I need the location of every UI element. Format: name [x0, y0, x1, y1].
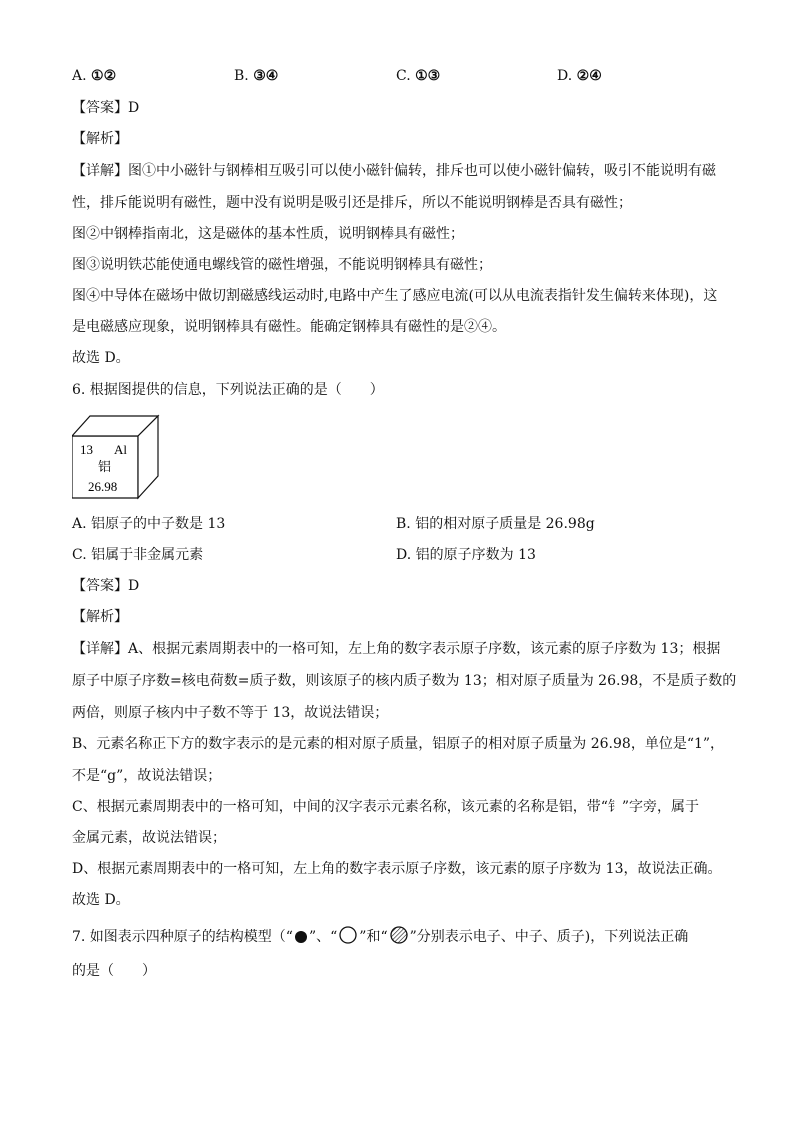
q7-stem-line2: 的是（ ）	[72, 963, 156, 979]
q6-detail-line: 金属元素，故说法错误；	[72, 830, 226, 846]
option-text: 铝原子的中子数是 13	[91, 516, 226, 532]
option-text: ③④	[253, 68, 279, 84]
option-letter: A.	[72, 516, 87, 532]
q7-stem-text: ”、“	[308, 929, 338, 945]
q6-option-a	[72, 514, 225, 534]
option-text: 铝属于非金属元素	[91, 547, 204, 563]
element-card-figure	[72, 414, 162, 502]
q6-detail-line: C、根据元素周期表中的一格可知，中间的汉字表示元素名称，该元素的名称是铝，带“钅”字旁，属于	[72, 799, 700, 815]
q6-option-d	[396, 545, 536, 565]
q5-analysis-label: 【解析】	[72, 131, 128, 147]
option-text: ①②	[91, 68, 117, 84]
q5-detail-line: 性，排斥能说明有磁性，题中没有说明是吸引还是排斥，所以不能说明钢棒是否具有磁性；	[72, 195, 632, 211]
q6-detail-line: D、根据元素周期表中的一格可知，左上角的数字表示原子序数，该元素的原子序数为 13，故说法正确。	[72, 861, 722, 877]
q5-detail-line: 图④中导体在磁场中做切割磁感线运动时,电路中产生了感应电流(可以从电流表指针发生偏转来体现)，这	[72, 288, 718, 304]
q6-detail-line: B、元素名称正下方的数字表示的是元素的相对原子质量，铝原子的相对原子质量为 26.98，单位是“1”，	[72, 736, 725, 752]
q5-option-b	[234, 66, 278, 86]
option-text: 铝的原子序数为 13	[415, 547, 536, 563]
q5-detail-line: 图②中钢棒指南北，这是磁体的基本性质，说明钢棒具有磁性；	[72, 226, 464, 242]
electron-symbol-icon	[294, 930, 308, 944]
option-letter: C.	[396, 68, 411, 84]
option-text: ②④	[576, 68, 602, 84]
q6-analysis-label: 【解析】	[72, 609, 128, 625]
option-letter: B.	[234, 68, 249, 84]
q5-detail-line: 故选 D。	[72, 350, 130, 366]
q6-answer: 【答案】D	[72, 578, 140, 594]
q5-detail-line: 是电磁感应现象，说明钢棒具有磁性。能确定钢棒具有磁性的是②④。	[72, 319, 506, 335]
option-text: ①③	[415, 68, 441, 84]
q6-detail-line: 原子中原子序数=核电荷数=质子数，则该原子的核内质子数为 13；相对原子质量为 26.98，不是质子数的	[72, 673, 737, 689]
q7-stem	[72, 926, 688, 947]
option-letter: B.	[396, 516, 411, 532]
q5-detail-line: 图③说明铁芯能使通电螺线管的磁性增强，不能说明钢棒具有磁性；	[72, 257, 492, 273]
q6-detail-line: 不是“g”，故说法错误；	[72, 768, 222, 784]
q7-stem-text: ”和“	[359, 929, 388, 945]
element-number: 13	[80, 442, 93, 457]
q6-detail-line: 故选 D。	[72, 892, 130, 908]
q5-option-d	[557, 66, 602, 86]
q6-detail-line: 两倍，则原子核内中子数不等于 13，故说法错误；	[72, 705, 389, 721]
element-symbol: Al	[114, 442, 127, 457]
element-name: 铝	[98, 460, 112, 475]
option-text: 铝的相对原子质量是 26.98g	[415, 516, 595, 532]
q5-option-a	[72, 66, 116, 86]
q6-option-b	[396, 514, 595, 534]
q6-detail-line: 【详解】A、根据元素周期表中的一格可知，左上角的数字表示原子序数，该元素的原子序数为 13；根据	[72, 641, 721, 657]
neutron-symbol-icon	[338, 926, 358, 944]
option-letter: D.	[396, 547, 412, 563]
option-letter: D.	[557, 68, 573, 84]
q5-answer: 【答案】D	[72, 100, 140, 116]
q7-stem-text: 7. 如图表示四种原子的结构模型（“	[72, 929, 293, 945]
proton-symbol-icon	[389, 926, 409, 944]
element-mass: 26.98	[88, 479, 118, 494]
q7-stem-text: ”分别表示电子、中子、质子)，下列说法正确	[409, 929, 689, 945]
q6-option-c	[72, 545, 203, 565]
q5-option-c	[396, 66, 440, 86]
option-letter: A.	[72, 68, 87, 84]
q6-stem: 6. 根据图提供的信息，下列说法正确的是（ ）	[72, 382, 384, 398]
option-letter: C.	[72, 547, 87, 563]
q5-detail-line: 【详解】图①中小磁针与钢棒相互吸引可以使小磁针偏转，排斥也可以使小磁针偏转，吸引不能说明有磁	[72, 163, 716, 179]
